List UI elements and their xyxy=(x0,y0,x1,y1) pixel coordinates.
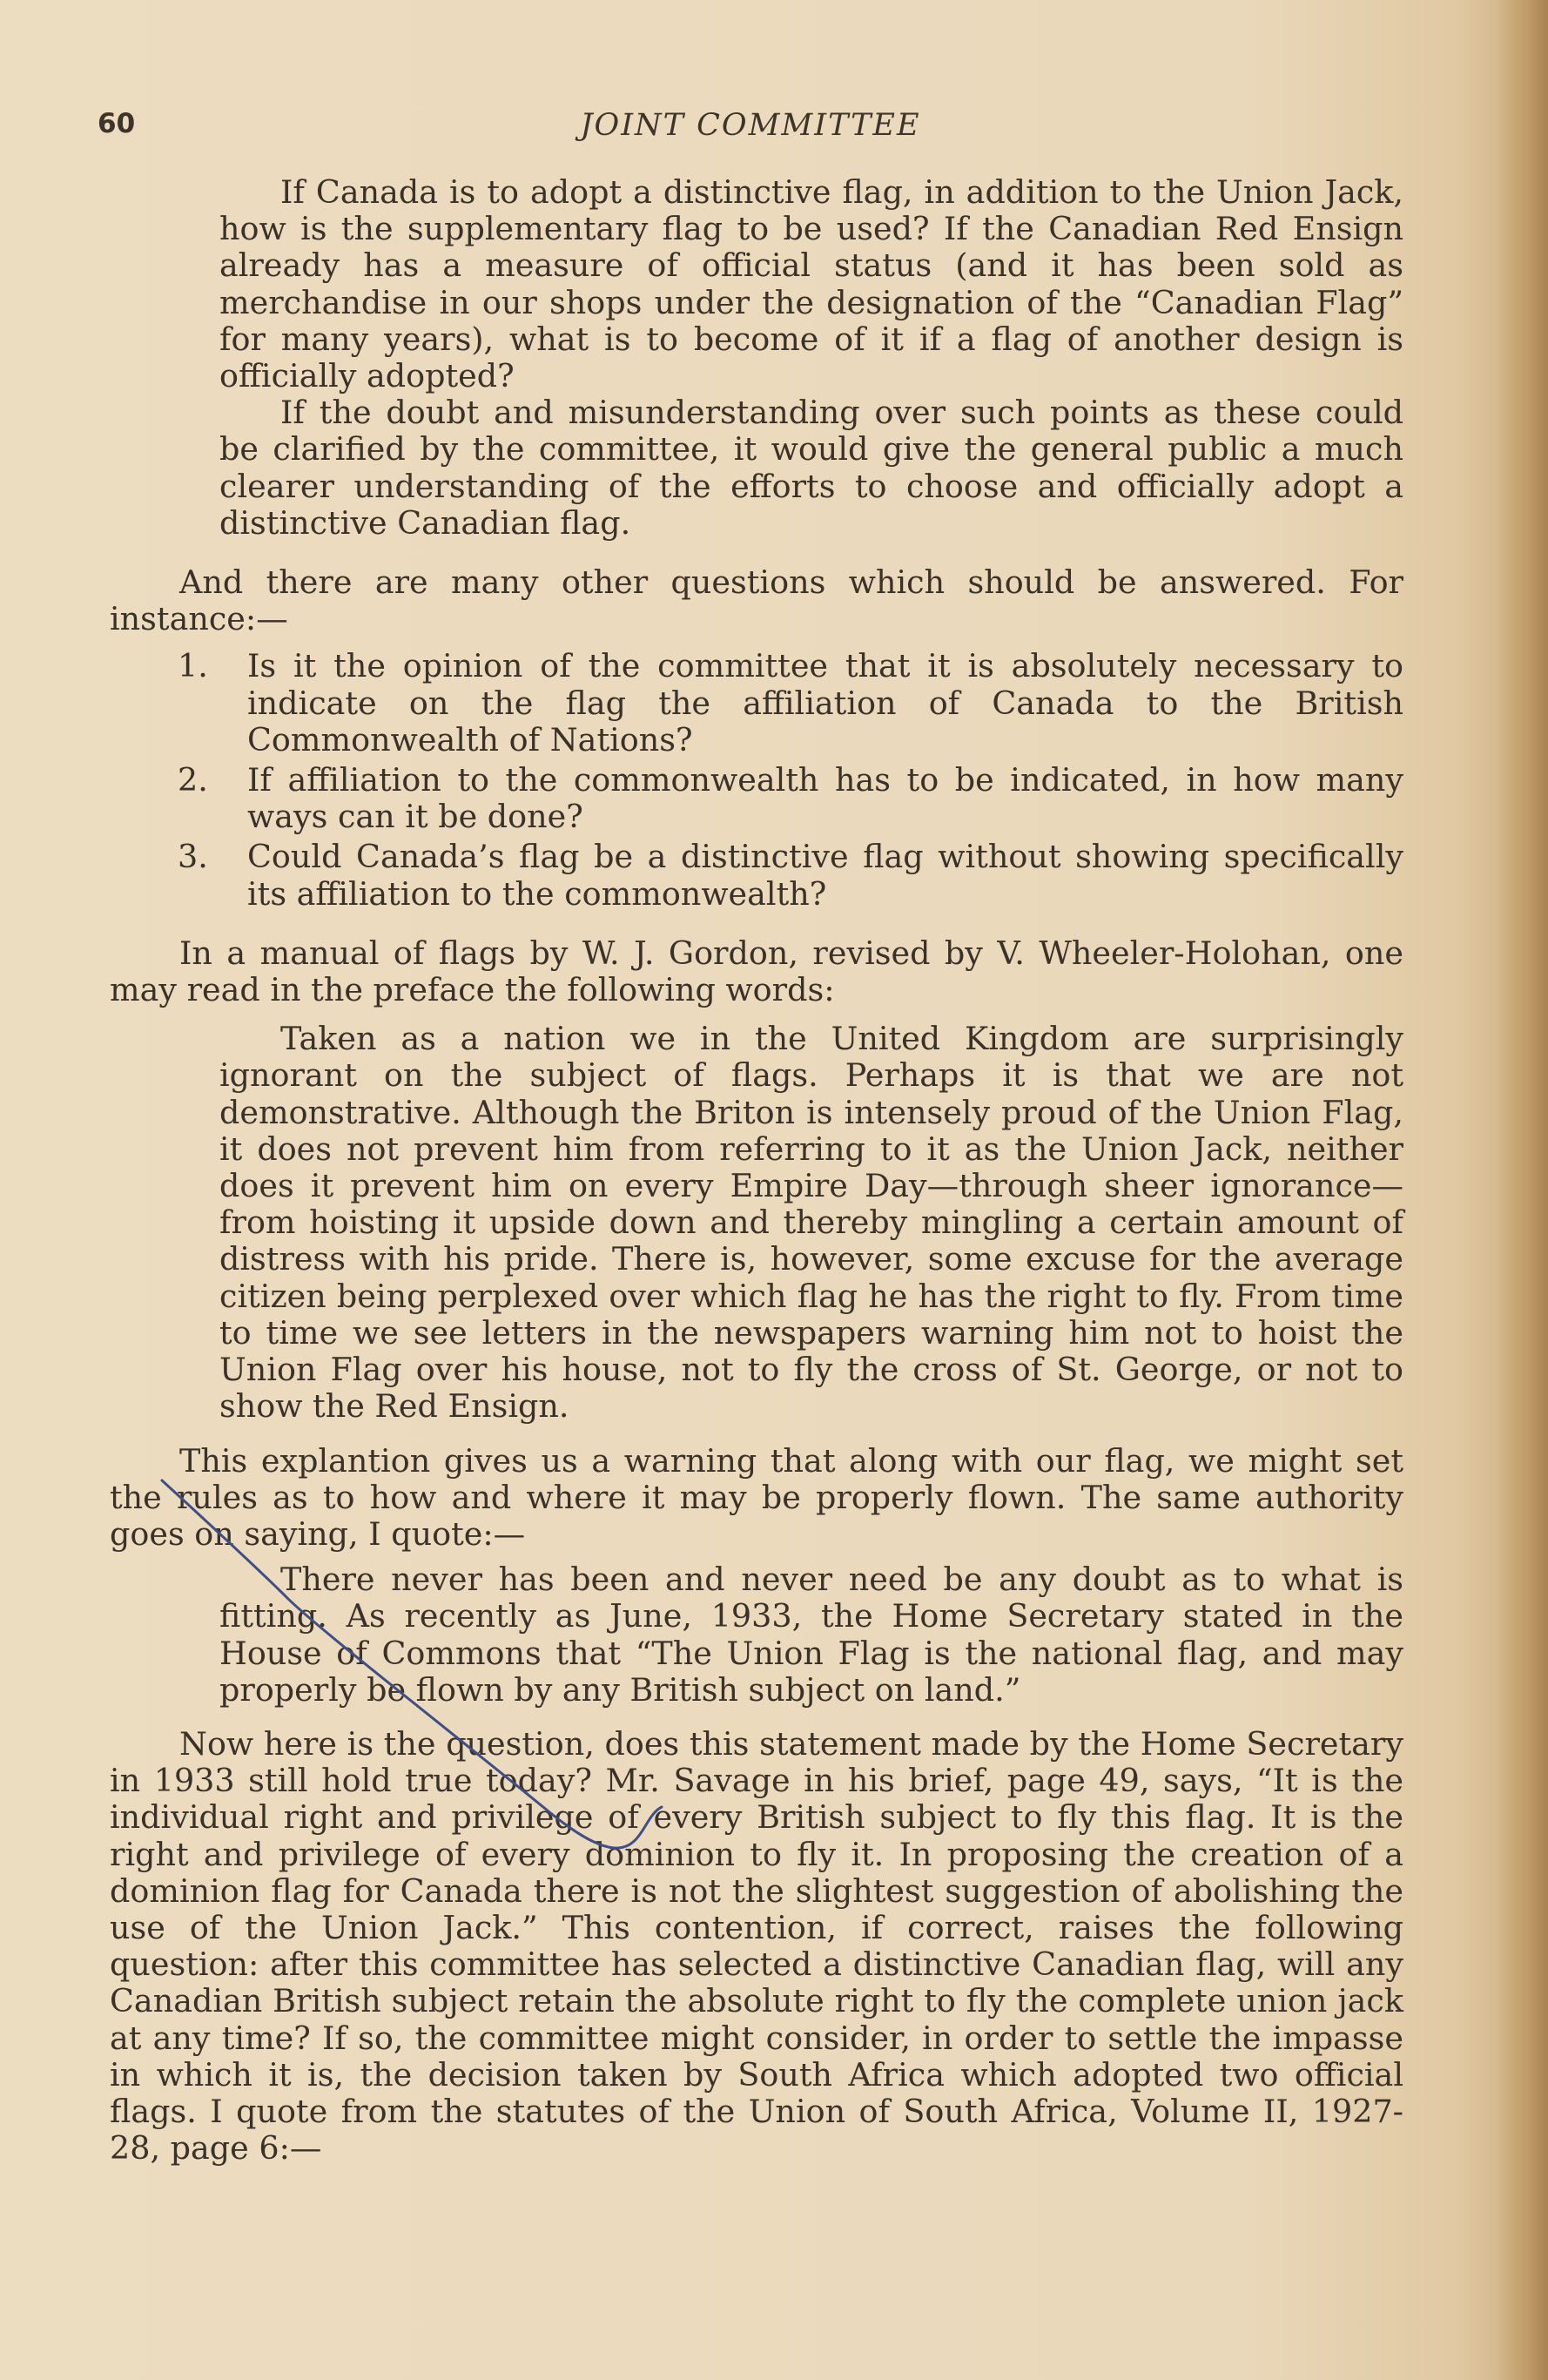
paragraph-manual-of-flags: In a manual of flags by W. J. Gordon, revised by V. Wheeler-Holohan, one may read in the preface the following words: xyxy=(110,934,1403,1009)
block-quote-flag-status xyxy=(219,174,1403,542)
list-item xyxy=(110,648,1403,758)
list-item xyxy=(110,762,1403,835)
list-item-number: 2. xyxy=(178,761,208,799)
paragraph-explantion: This explantion gives us a warning that along with our flag, we might set the rules as to how and where it may be properly flown. The same authority goes on saying, I quote:— xyxy=(110,1441,1403,1553)
page-number: 60 xyxy=(98,108,136,139)
list-item-number: 1. xyxy=(178,647,208,685)
list-item-number: 3. xyxy=(178,838,208,876)
list-item-text: Could Canada’s flag be a distinctive flag without showing specifically its affiliation to the commonwealth? xyxy=(247,838,1403,913)
list-item xyxy=(110,839,1403,912)
running-title: JOINT COMMITTEE xyxy=(580,108,921,143)
block-quote-home-secretary: There never has been and never need be any doubt as to what is fitting. As recently as June, 1933, the Home Secretary stated in the House of Commons that “The Union Flag is the national flag, and may properly be flown by any British subject on land.” xyxy=(219,1561,1403,1709)
quote-paragraph-2: If the doubt and misunderstanding over such points as these could be clarified by the committee, it would give the general public a much clearer understanding of the efforts to choose and officially adopt a distinctive Canadian flag. xyxy=(219,394,1403,542)
quote-paragraph-1: If Canada is to adopt a distinctive flag, in addition to the Union Jack, how is the supplementary flag to be used? If the Canadian Red Ensign already has a measure of official status (and it has been sold as merchandise in our shops under the designation of the “Canadian Flag” for many years), what is to become of it if a flag of another design is officially adopted? xyxy=(219,173,1403,395)
list-item-text: Is it the opinion of the committee that it is absolutely necessary to indicate on the flag the affiliation of Canada to the British Commonwealth of Nations? xyxy=(247,647,1403,758)
page-edge-shadow xyxy=(1496,0,1548,2380)
page-header xyxy=(98,108,1403,152)
list-item-text: If affiliation to the commonwealth has to be indicated, in how many ways can it be done? xyxy=(247,761,1403,836)
block-quote-manual-preface: Taken as a nation we in the United Kingdom are surprisingly ignorant on the subject of flags. Perhaps it is that we are not demonstrative. Although the Briton is intensely proud of the Union Flag, it does not prevent him from referring to it as the Union Jack, neither does it prevent him on every Empire Day—through sheer ignorance—from hoisting it upside down and thereby mingling a certain amount of distress with his pride. There is, however, some excuse for the average citizen being perplexed over which flag he has the right to fly. From time to time we see letters in the newspapers warning him not to hoist the Union Flag over his house, not to fly the cross of St. George, or not to show the Red Ensign. xyxy=(219,1020,1403,1426)
body-text xyxy=(110,174,1403,2167)
paragraph-questions-intro: And there are many other questions which should be answered. For instance:— xyxy=(110,563,1403,638)
numbered-questions xyxy=(110,648,1403,912)
paragraph-question-1933: Now here is the question, does this statement made by the Home Secretary in 1933 still hold true today? Mr. Savage in his brief, page 49, says, “It is the individual right and privilege of every British subject to fly this flag. It is the right and privilege of every dominion to fly it. In proposing the creation of a dominion flag for Canada there is not the slightest suggestion of abolishing the use of the Union Jack.” This contention, if correct, raises the following question: after this committee has selected a distinctive Canadian flag, will any Canadian British subject retain the absolute right to fly the complete union jack at any time? If so, the committee might consider, in order to settle the impasse in which it is, the decision taken by South Africa which adopted two official flags. I quote from the statutes of the Union of South Africa, Volume II, 1927-28, page 6:— xyxy=(110,1724,1403,2168)
